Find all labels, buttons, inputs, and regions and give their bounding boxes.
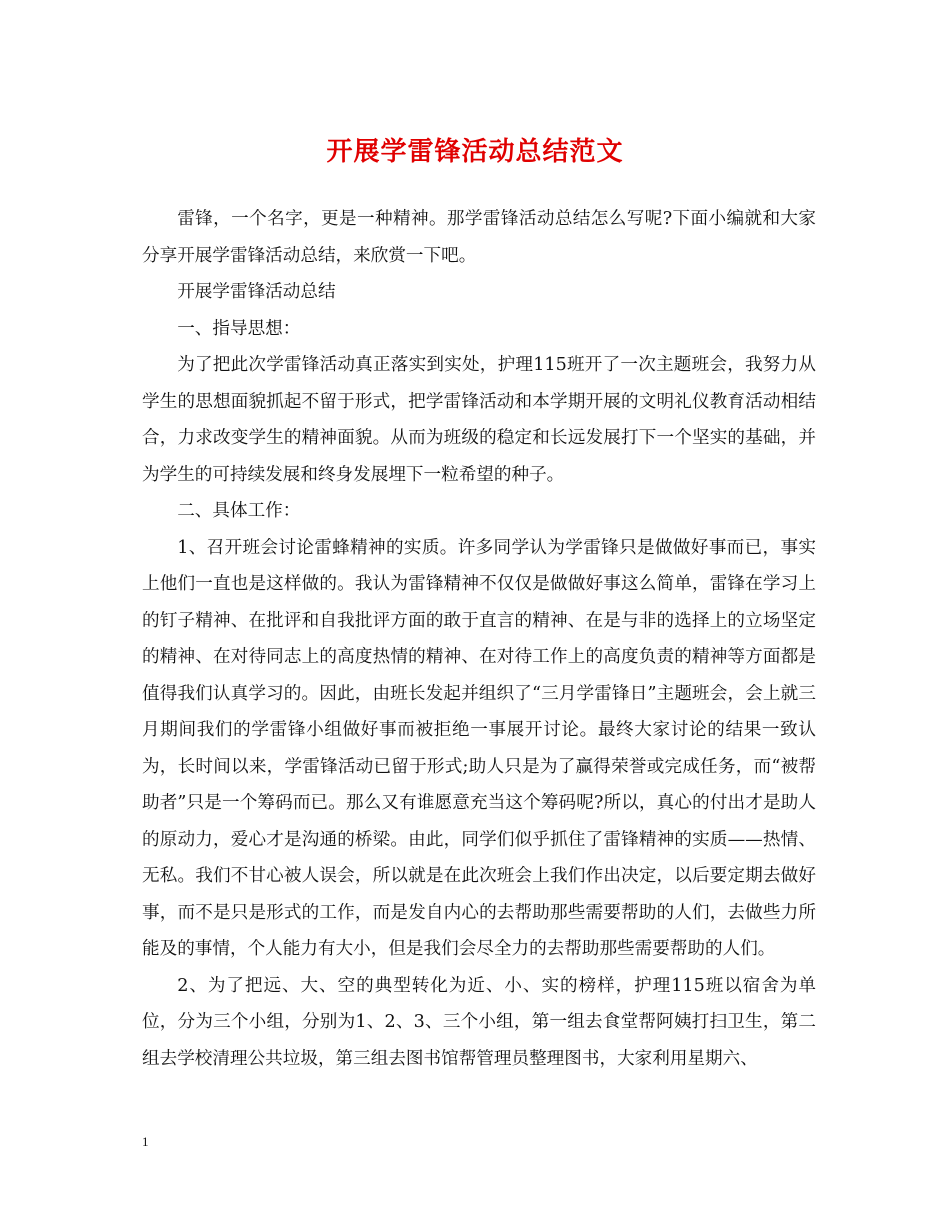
document-title: 开展学雷锋活动总结范文 — [326, 137, 624, 167]
document-body — [142, 201, 816, 1077]
paragraph-work-item-1: 1、召开班会讨论雷蜂精神的实质。许多同学认为学雷锋只是做做好事而已，事实上他们一直也是这样做的。我认为雷锋精神不仅仅是做做好事这么简单，雷锋在学习上的钉子精神、在批评和自我批评方面的敢于直言的精神、在是与非的选择上的立场坚定的精神、在对待同志上的高度热情的精神、在对待工作上的高度负责的精神等方面都是值得我们认真学习的。因此，由班长发起并组织了“三月学雷锋日”主题班会，会上就三月期间我们的学雷锋小组做好事而被拒绝一事展开讨论。最终大家讨论的结果一致认为，长时间以来，学雷锋活动已留于形式;助人只是为了赢得荣誉或完成任务，而“被帮助者”只是一个筹码而已。那么又有谁愿意充当这个筹码呢?所以，真心的付出才是助人的原动力，爱心才是沟通的桥梁。由此，同学们似乎抓住了雷锋精神的实质——热情、无私。我们不甘心被人误会，所以就是在此次班会上我们作出决定，以后要定期去做好事，而不是只是形式的工作，而是发自内心的去帮助那些需要帮助的人们，去做些力所能及的事情，个人能力有大小，但是我们会尽全力的去帮助那些需要帮助的人们。 — [142, 537, 816, 959]
section-heading-guiding-ideology: 一、指导思想： — [177, 318, 301, 339]
paragraph-work-item-2: 2、为了把远、大、空的典型转化为近、小、实的榜样，护理115班以宿舍为单位，分为三个小组，分别为1、2、3、三个小组，第一组去食堂帮阿姨打扫卫生，第二组去学校清理公共垃圾，第三组去图书馆帮管理员整理图书，大家利用星期六、 — [142, 975, 816, 1069]
paragraph-intro: 雷锋，一个名字，更是一种精神。那学雷锋活动总结怎么写呢?下面小编就和大家分享开展学雷锋活动总结，来欣赏一下吧。 — [142, 209, 816, 266]
section-heading-specific-work: 二、具体工作： — [177, 501, 301, 521]
paragraph-guiding-ideology: 为了把此次学雷锋活动真正落实到实处，护理115班开了一次主题班会，我努力从学生的思想面貌抓起不留于形式，把学雷锋活动和本学期开展的文明礼仪教育活动相结合，力求改变学生的精神面貌。从而为班级的稳定和长远发展打下一个坚实的基础，并为学生的可持续发展和终身发展埋下一粒希望的种子。 — [142, 355, 816, 485]
paragraph-subtitle: 开展学雷锋活动总结 — [177, 282, 336, 302]
page-number: 1 — [142, 1134, 149, 1149]
